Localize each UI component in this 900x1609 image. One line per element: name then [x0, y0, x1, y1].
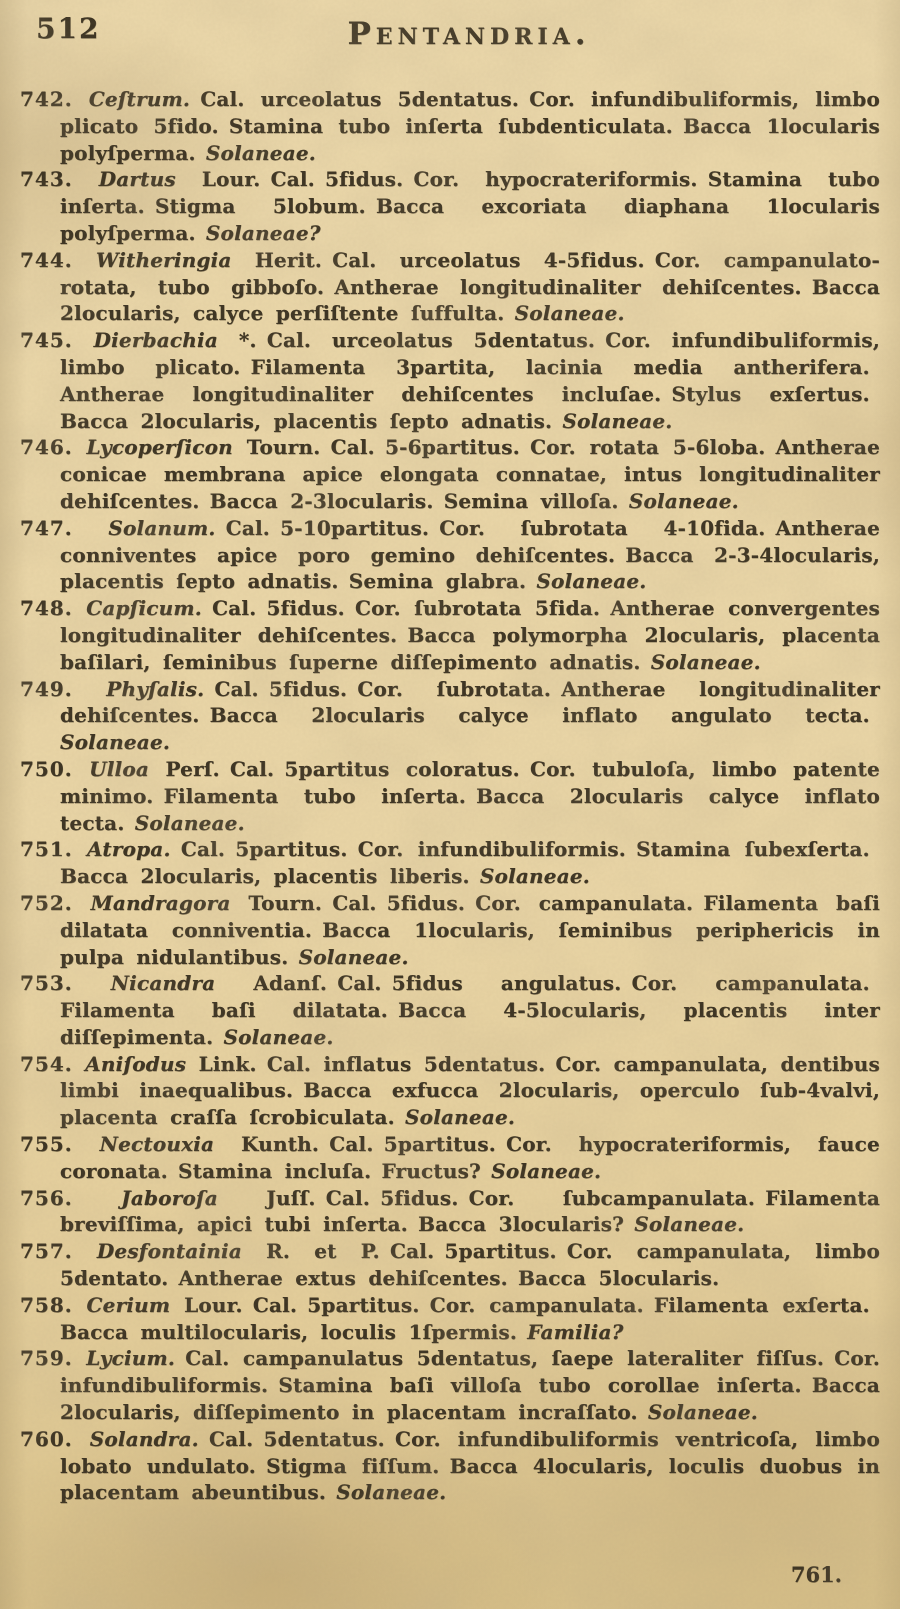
author-name: Link.: [198, 1051, 257, 1076]
genus-name: Ceſtrum.: [88, 87, 191, 111]
genus-name: Mandragora: [90, 890, 231, 915]
entry-number: 748.: [20, 596, 73, 621]
family-name: Solaneae?: [205, 220, 321, 245]
genus-name: Solanum.: [108, 515, 216, 540]
author-name: Adanſ.: [253, 971, 328, 996]
entry-number: 750.: [20, 756, 73, 781]
entry-description: Cal. 5fidus. Cor. ſubrotata 5fida. Antherae convergentes longitudinaliter dehiſcentes. Bacca polymorpha 2locularis, placenta baſilari, ſeminibus ſuperne diſſepimento adnatis.: [60, 596, 880, 674]
entry-747: [10, 515, 880, 595]
genus-name: Jaboroſa: [121, 1185, 218, 1210]
genus-name: Cerium: [86, 1292, 171, 1317]
genus-name: Aniſodus: [85, 1051, 187, 1076]
family-name: Solaneae.: [336, 1480, 447, 1505]
family-name: Solaneae.: [134, 810, 245, 835]
genus-name: Solandra.: [89, 1426, 199, 1451]
author-name: Juſſ.: [266, 1185, 316, 1210]
entry-description: Cal. 5fidus angulatus. Cor. campanulata. Filamenta baſi dilatata. Bacca 4-5locularis, placentis inter diſſepimenta.: [60, 971, 880, 1049]
author-name: Kunth.: [241, 1132, 320, 1157]
genus-name: Capſicum.: [86, 596, 202, 621]
page-header: [10, 0, 880, 86]
family-name: Solaneae.: [536, 569, 647, 594]
family-name: Familia?: [527, 1319, 624, 1344]
genus-name: Atropa.: [87, 837, 171, 862]
entry-number: 742.: [20, 87, 73, 111]
entry-752: [10, 890, 880, 970]
entry-760: [10, 1426, 880, 1506]
entry-756: [10, 1185, 880, 1239]
author-name: Tourn.: [248, 890, 323, 915]
family-name: Solaneae.: [650, 649, 761, 674]
family-name: Solaneae.: [628, 488, 739, 513]
genus-name: Phyſalis.: [106, 676, 205, 701]
genus-name: Dierbachia: [93, 328, 218, 353]
entry-750: [10, 756, 880, 836]
entry-description: Cal. 5fidus. Cor. ſubcampanulata. Filamenta breviſſima, apici tubi inſerta. Bacca 3locularis?: [60, 1185, 880, 1237]
entry-746: [10, 434, 880, 514]
entry-description: Cal. urceolatus 5dentatus. Cor. infundibuliformis, limbo plicato. Filamenta 3partita, lacinia media antherifera. Antherae longitudinaliter dehiſcentes incluſae. Stylus exſertus. Bacca 2locularis, placentis ſepto adnatis.: [60, 328, 880, 433]
entry-755: [10, 1131, 880, 1185]
entry-753: [10, 970, 880, 1050]
entry-description: Cal. 5partitus coloratus. Cor. tubuloſa, limbo patente minimo. Filamenta tubo inſerta. Bacca 2locularis calyce inflato tecta.: [60, 756, 880, 835]
entry-description: Cal. 5-6partitus. Cor. rotata 5-6loba. Antherae conicae membrana apice elongata connatae, intus longitudinaliter dehiſcentes. Bacca 2-3locularis. Semina villoſa.: [60, 435, 880, 513]
family-name: Solaneae.: [514, 301, 625, 326]
author-name: Lour.: [184, 1292, 243, 1317]
entry-description: Cal. 5fidus. Cor. ſubrotata. Antherae longitudinaliter dehiſcentes. Bacca 2locularis calyce inflato angulato tecta.: [60, 676, 880, 728]
entry-758: [10, 1292, 880, 1346]
entries-list: [10, 86, 880, 1506]
entry-number: 746.: [20, 435, 73, 460]
entry-number: 755.: [20, 1132, 73, 1157]
genus-name: Desfontainia: [96, 1239, 242, 1264]
entry-742: [10, 86, 880, 166]
genus-name: Witheringia: [95, 247, 232, 272]
family-name: Solaneae.: [223, 1024, 334, 1049]
page-number: 512: [36, 12, 101, 45]
entry-description: Cal. 5partitus. Cor. campanulata. Filamenta exſerta. Bacca multilocularis, loculis 1ſpermis.: [60, 1292, 880, 1344]
entry-description: Cal. 5dentatus. Cor. infundibuliformis ventricoſa, limbo lobato undulato. Stigma fiſſum. Bacca 4locularis, loculis duobus in placentam abeuntibus.: [60, 1426, 880, 1505]
genus-name: Nicandra: [110, 971, 216, 996]
entry-743: [10, 166, 880, 246]
entry-number: 759.: [20, 1346, 73, 1371]
genus-name: Lycium.: [86, 1346, 176, 1371]
family-name: Solaneae.: [634, 1212, 745, 1237]
genus-name: Dartus: [98, 167, 176, 192]
genus-name: Ulloa: [89, 756, 150, 781]
entry-number: 754.: [20, 1051, 73, 1076]
entry-number: 747.: [20, 515, 73, 540]
author-name: Tourn.: [246, 435, 321, 460]
entry-744: [10, 247, 880, 327]
entry-description: Cal. 5partitus. Cor. campanulata, limbo 5dentato. Antherae extus dehiſcentes. Bacca 5locularis.: [60, 1239, 880, 1291]
entry-number: 745.: [20, 328, 73, 353]
entry-number: 757.: [20, 1239, 73, 1264]
genus-name: Nectouxia: [99, 1132, 215, 1157]
entry-description: Cal. campanulatus 5dentatus, ſaepe lateraliter fiſſus. Cor. infundibuliformis. Stamina baſi villoſa tubo corollae inſerta. Bacca 2locularis, diſſepimento in placentam incraſſato.: [60, 1346, 880, 1425]
entry-number: 743.: [20, 167, 73, 192]
entry-number: 752.: [20, 890, 73, 915]
entry-number: 751.: [20, 837, 73, 862]
entry-751: [10, 836, 880, 890]
entry-description: Cal. 5fidus. Cor. campanulata. Filamenta baſi dilatata conniventia. Bacca 1locularis, ſeminibus periphericis in pulpa nidulantibus.: [60, 890, 880, 969]
entry-description: Cal. urceolatus 5dentatus. Cor. infundibuliformis, limbo plicato 5fido. Stamina tubo inſerta ſubdenticulata. Bacca 1locularis polyſperma.: [60, 87, 880, 165]
entry-number: 753.: [20, 971, 73, 996]
entry-number: 756.: [20, 1185, 73, 1210]
entry-description: Cal. urceolatus 4-5fidus. Cor. campanulato-rotata, tubo gibboſo. Antherae longitudinaliter dehiſcentes. Bacca 2locularis, calyce perſiſtente ſuffulta.: [60, 247, 880, 326]
entry-number: 749.: [20, 676, 73, 701]
entry-description: Cal. 5fidus. Cor. hypocrateriformis. Stamina tubo inſerta. Stigma 5lobum. Bacca excoriata diaphana 1locularis polyſperma.: [60, 167, 880, 245]
entry-description: Cal. 5partitus. Cor. infundibuliformis. Stamina ſubexſerta. Bacca 2locularis, placentis liberis.: [60, 837, 880, 889]
entry-number: 758.: [20, 1292, 73, 1317]
author-name: R. et P.: [266, 1239, 380, 1264]
entry-description: Cal. 5-10partitus. Cor. ſubrotata 4-10fida. Antherae conniventes apice poro gemino dehiſcentes. Bacca 2-3-4locularis, placentis ſepto adnatis. Semina glabra.: [60, 515, 880, 594]
entry-description: Cal. 5partitus. Cor. hypocrateriformis, fauce coronata. Stamina incluſa. Fructus?: [60, 1132, 880, 1183]
page-title: Pentandria.: [347, 16, 591, 52]
author-name: Perſ.: [165, 756, 220, 781]
entry-748: [10, 595, 880, 675]
family-name: Solaneae.: [562, 408, 673, 433]
genus-name: Lycoperſicon: [86, 435, 233, 460]
entry-description: Cal. inflatus 5dentatus. Cor. campanulata, dentibus limbi inaequalibus. Bacca exfucca 2locularis, operculo ſub-4valvi, placenta craſſa ſcrobiculata.: [60, 1051, 880, 1130]
author-name: Lour.: [201, 167, 261, 192]
family-name: Solaneae.: [60, 730, 171, 755]
family-name: Solaneae.: [205, 140, 316, 165]
catchword: 761.: [790, 1562, 842, 1587]
author-name: *.: [238, 328, 257, 353]
family-name: Solaneae.: [479, 864, 590, 889]
author-name: Herit.: [254, 247, 322, 272]
entry-754: [10, 1051, 880, 1131]
entry-759: [10, 1345, 880, 1425]
entry-745: [10, 327, 880, 434]
entry-757: [10, 1238, 880, 1292]
family-name: Solaneae.: [647, 1400, 758, 1425]
family-name: Solaneae.: [405, 1105, 516, 1130]
entry-749: [10, 676, 880, 756]
entry-number: 744.: [20, 247, 73, 272]
family-name: Solaneae.: [491, 1158, 602, 1183]
entry-number: 760.: [20, 1426, 73, 1451]
family-name: Solaneae.: [298, 944, 409, 969]
